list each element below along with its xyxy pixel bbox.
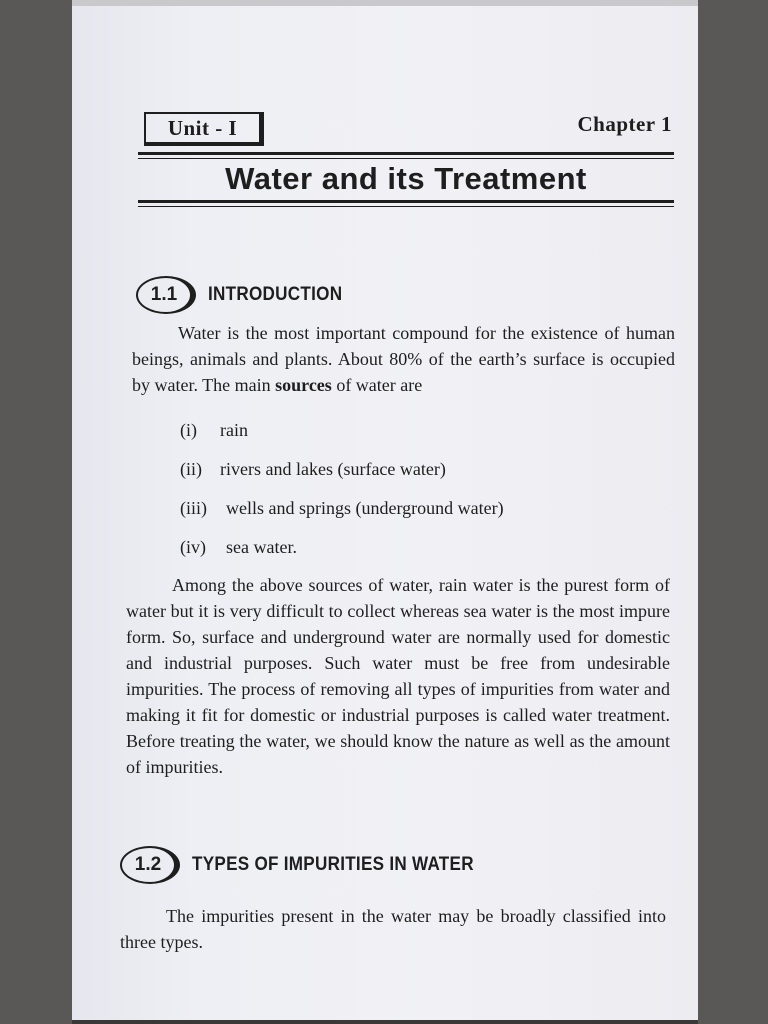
chapter-title: Water and its Treatment bbox=[225, 161, 587, 196]
intro-text-start: Water is the most important compound for the existence of human beings, animals and plants. About 80% of the earth’s surface is occupied by water. The main bbox=[132, 323, 675, 395]
list-item-number: (i) bbox=[180, 420, 197, 440]
water-sources-list bbox=[180, 417, 504, 573]
section-title: TYPES OF IMPURITIES IN WATER bbox=[192, 854, 474, 875]
list-item bbox=[180, 534, 504, 573]
intro-text-end: of water are bbox=[331, 375, 423, 395]
list-item-text: sea water. bbox=[226, 537, 297, 557]
section-heading-introduction bbox=[136, 276, 357, 314]
page-top-edge bbox=[72, 0, 698, 6]
list-item-number: (ii) bbox=[180, 459, 202, 479]
title-rule-bottom bbox=[138, 200, 674, 203]
list-item bbox=[180, 417, 504, 456]
list-item-number: (iv) bbox=[180, 537, 206, 557]
list-item-text: rain bbox=[220, 420, 248, 440]
book-page bbox=[72, 0, 698, 1024]
section-title: INTRODUCTION bbox=[208, 284, 343, 305]
list-item-text: rivers and lakes (surface water) bbox=[220, 459, 446, 479]
title-rule-top bbox=[138, 152, 674, 155]
page-bottom-edge bbox=[72, 1020, 698, 1024]
impurities-paragraph: The impurities present in the water may be broadly classified into three types. bbox=[120, 906, 666, 952]
intro-paragraph bbox=[132, 320, 675, 398]
chapter-label: Chapter 1 bbox=[577, 112, 672, 136]
title-rule-bottom-thin bbox=[138, 206, 674, 207]
list-item-number: (iii) bbox=[180, 498, 207, 518]
sources-paragraph: Among the above sources of water, rain water is the purest form of water but it is very difficult to collect whereas sea water is the most impure form. So, surface and underground water are normally used for domestic and industrial purposes. Such water must be free from undesirable impurities. The process of removing all types of impurities from water and making it fit for domestic or industrial purposes is called water treatment. Before treating the water, we should know the nature as well as the amount of impurities. bbox=[126, 575, 670, 777]
section-number-badge: 1.1 bbox=[136, 276, 196, 314]
list-item bbox=[180, 495, 504, 534]
section-heading-impurities bbox=[120, 846, 505, 884]
list-item-text: wells and springs (underground water) bbox=[226, 498, 504, 518]
unit-label: Unit - I bbox=[144, 112, 264, 146]
intro-bold-term: sources bbox=[275, 375, 332, 395]
list-item bbox=[180, 456, 504, 495]
section-number-badge: 1.2 bbox=[120, 846, 180, 884]
